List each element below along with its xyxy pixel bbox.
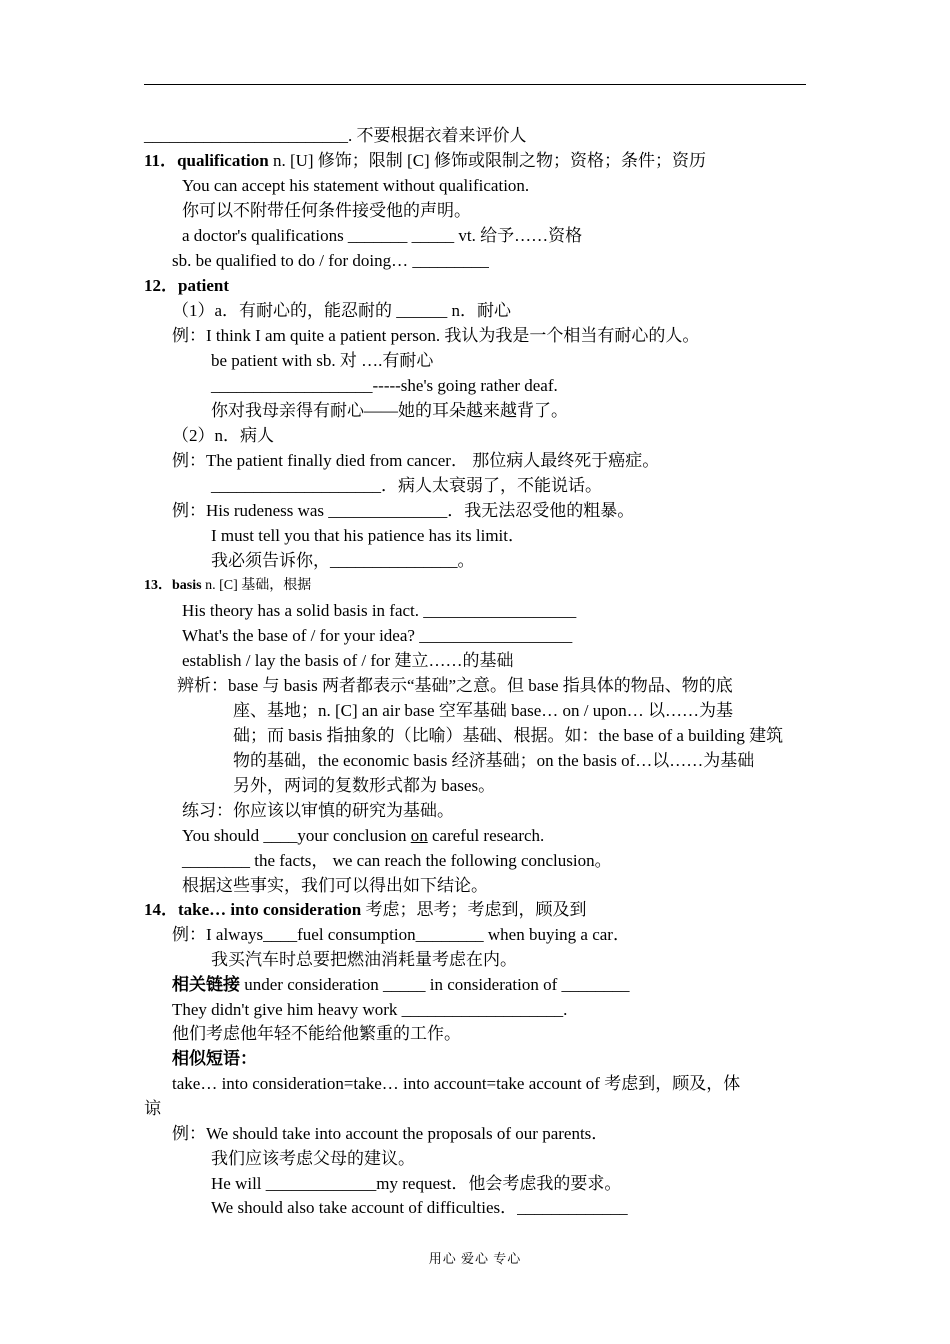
text-line: 根据这些事实，我们可以得出如下结论。 <box>182 876 488 895</box>
headword: take… into consideration <box>178 900 362 919</box>
entry-12-heading <box>144 276 229 296</box>
text-line: ________________________. 不要根据衣着来评价人 <box>144 126 527 145</box>
entry-number: 11． <box>144 151 178 170</box>
text-line: （1）a．有耐心的，能忍耐的 ______ n．耐心 <box>172 301 512 320</box>
text-line: be patient with sb. 对 ….有耐心 <box>211 351 434 370</box>
text-line: （2）n．病人 <box>172 426 274 445</box>
definition: 考虑；思考；考虑到，顾及到 <box>361 900 587 919</box>
text-line: I must tell you that his patience has its limit． <box>211 526 525 545</box>
page-footer: 用心 爱心 专心 <box>428 1251 522 1266</box>
text-segment: careful research. <box>427 826 545 845</box>
text-line: 练习：你应该以审慎的研究为基础。 <box>182 801 454 820</box>
underlined-word: on <box>410 826 428 845</box>
entry-13-heading <box>144 576 311 596</box>
text-line: 我买汽车时总要把燃油消耗量考虑在内。 <box>211 950 517 969</box>
section-label: 相关链接 <box>172 975 240 994</box>
text-segment: You should ____your conclusion <box>182 826 411 845</box>
text-line: 物的基础，the economic basis 经济基础；on the basis of…以……为基础 <box>233 751 755 770</box>
text-line: ________ the facts， we can reach the following conclusion。 <box>182 851 612 870</box>
text-line: establish / lay the basis of / for 建立……的基础 <box>182 651 514 670</box>
text-line: 例：His rudeness was ______________．我无法忍受他的粗暴。 <box>172 501 635 520</box>
text-line: 谅 <box>144 1099 161 1118</box>
text-line: 例：The patient finally died from cancer． 那位病人最终死于癌症。 <box>172 451 660 470</box>
entry-14-heading <box>144 900 586 920</box>
headword: patient <box>178 276 229 295</box>
text-line: He will _____________my request．他会考虑我的要求。 <box>211 1174 622 1193</box>
text-line: His theory has a solid basis in fact. __________________ <box>182 601 577 620</box>
text-line: 另外，两词的复数形式都为 bases。 <box>233 776 496 795</box>
text-line: 你对我母亲得有耐心——她的耳朵越来越背了。 <box>211 401 568 420</box>
definition: n. [C] 基础，根据 <box>201 578 312 593</box>
text-line: They didn't give him heavy work ___________________. <box>172 1000 568 1019</box>
text-line: You can accept his statement without qualification. <box>182 176 530 195</box>
headword: basis <box>172 578 202 593</box>
entry-number: 14． <box>144 900 178 919</box>
text-line: a doctor's qualifications _______ _____ vt. 给予……资格 <box>182 226 583 245</box>
text-line: 例：We should take into account the proposals of our parents． <box>172 1124 609 1143</box>
text-line <box>182 826 544 846</box>
entry-11-heading <box>144 151 706 171</box>
text-line: 你可以不附带任何条件接受他的声明。 <box>182 201 471 220</box>
text-line: 座、基地；n. [C] an air base 空军基础 base… on / upon… 以……为基 <box>233 701 734 720</box>
text-line: 础；而 basis 指抽象的（比喻）基础、根据。如：the base of a building 建筑 <box>233 726 784 745</box>
text-line: 我们应该考虑父母的建议。 <box>211 1149 415 1168</box>
text-line: We should also take account of difficulties．_____________ <box>211 1198 628 1217</box>
text-line: 辨析：base 与 basis 两者都表示“基础”之意。但 base 指具体的物品、物的底 <box>177 676 733 695</box>
text-line: 例：I think I am quite a patient person. 我认为我是一个相当有耐心的人。 <box>172 326 700 345</box>
text-line: 我必须告诉你，_______________。 <box>211 551 475 570</box>
text-segment: under consideration _____ in consideration of ________ <box>240 975 630 994</box>
similar-phrases-heading <box>172 1049 257 1069</box>
related-links-line <box>172 975 630 995</box>
text-line: ___________________-----she's going rather deaf. <box>211 376 558 395</box>
header-rule <box>144 84 806 85</box>
text-line: 他们考虑他年轻不能给他繁重的工作。 <box>172 1024 461 1043</box>
entry-number: 12． <box>144 276 178 295</box>
definition: n. [U] 修饰；限制 [C] 修饰或限制之物；资格；条件；资历 <box>268 151 706 170</box>
entry-number: 13． <box>144 578 172 593</box>
text-line: sb. be qualified to do / for doing… _________ <box>172 251 489 270</box>
text-line: What's the base of / for your idea? __________________ <box>182 626 573 645</box>
text-line: 例：I always____fuel consumption________ when buying a car． <box>172 925 630 944</box>
section-label: 相似短语： <box>172 1049 257 1068</box>
text-line: ____________________．病人太衰弱了，不能说话。 <box>211 476 602 495</box>
text-line: take… into consideration=take… into account=take account of 考虑到，顾及，体 <box>172 1074 741 1093</box>
headword: qualification <box>177 151 269 170</box>
